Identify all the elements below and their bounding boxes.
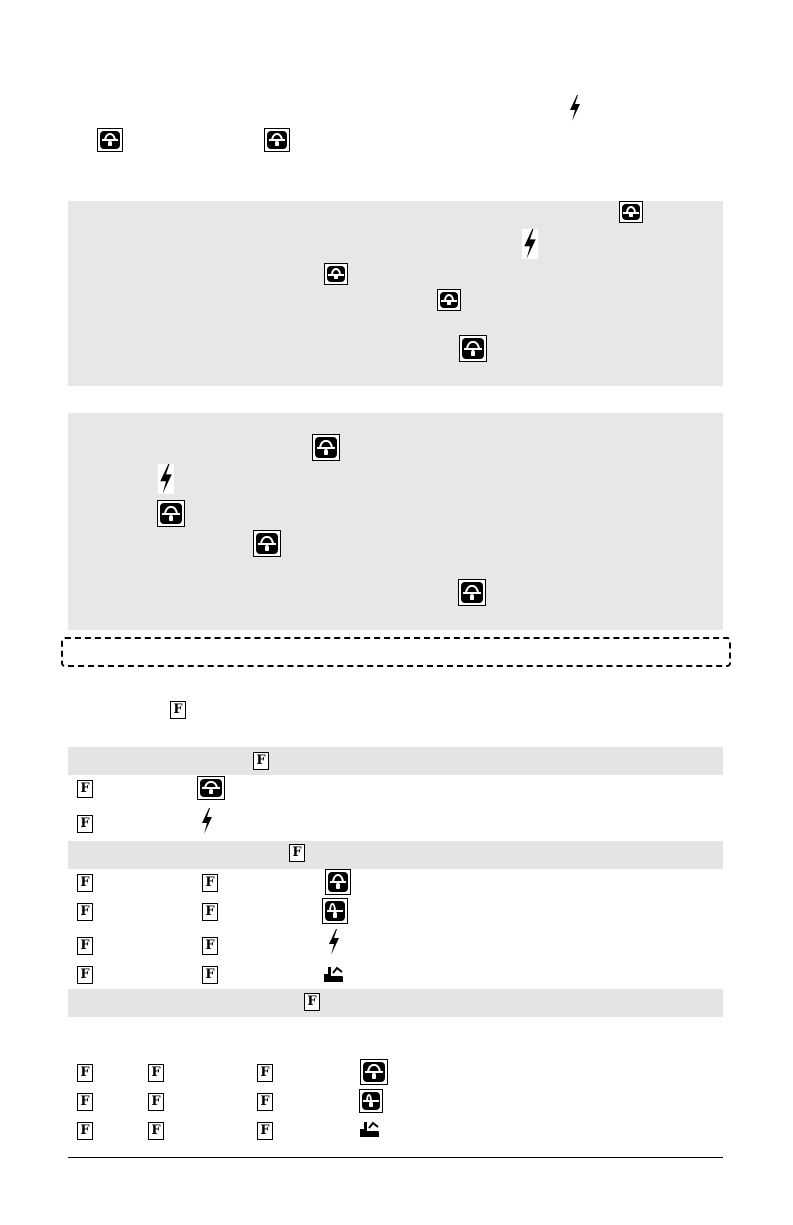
- lock-icon: [459, 335, 487, 362]
- trunk-icon: [358, 1120, 380, 1138]
- table-header-band-2: [68, 841, 723, 869]
- f-key-icon: F: [289, 844, 305, 862]
- lock-icon: [458, 579, 486, 606]
- f-key-icon: F: [202, 966, 218, 984]
- f-key-icon: F: [77, 1064, 93, 1082]
- f-key-icon: F: [202, 903, 218, 921]
- f-key-icon: F: [304, 993, 320, 1011]
- f-key-icon: F: [253, 752, 269, 770]
- lock-icon: [157, 500, 185, 527]
- lightning-icon: [522, 229, 538, 259]
- f-key-icon: F: [148, 1122, 164, 1140]
- lock-icon: [97, 128, 123, 152]
- lightning-icon: [201, 808, 213, 834]
- trunk-icon: [322, 965, 344, 983]
- footer-rule: [68, 1157, 723, 1158]
- f-key-icon: F: [77, 780, 93, 798]
- f-key-icon: F: [170, 701, 186, 719]
- f-key-icon: F: [77, 815, 93, 833]
- f-key-icon: F: [257, 1122, 273, 1140]
- lock-icon: [264, 128, 290, 152]
- note-box: [61, 637, 731, 667]
- info-panel-1: [68, 201, 723, 386]
- f-key-icon: F: [77, 966, 93, 984]
- f-key-icon: F: [257, 1064, 273, 1082]
- lock-icon: [437, 289, 461, 311]
- lightning-icon: [158, 464, 174, 494]
- lightning-icon: [328, 929, 340, 955]
- f-key-icon: F: [77, 874, 93, 892]
- f-key-icon: F: [77, 937, 93, 955]
- table-header-band-1: [68, 747, 723, 775]
- f-key-icon: F: [77, 1122, 93, 1140]
- lock-icon: [360, 1059, 388, 1085]
- f-key-icon: F: [202, 874, 218, 892]
- lock-icon: [619, 201, 643, 223]
- lock-icon: [253, 530, 281, 557]
- lock-icon: [197, 776, 225, 800]
- lightning-icon: [569, 95, 581, 121]
- table-header-band-3: [68, 989, 723, 1017]
- f-key-icon: F: [77, 903, 93, 921]
- f-key-icon: F: [148, 1064, 164, 1082]
- unlock-icon: [322, 898, 348, 924]
- f-key-icon: F: [257, 1093, 273, 1111]
- lock-icon: [325, 869, 351, 895]
- f-key-icon: F: [77, 1093, 93, 1111]
- unlock-icon: [359, 1089, 383, 1113]
- f-key-icon: F: [202, 937, 218, 955]
- lock-icon: [324, 263, 348, 285]
- lock-icon: [312, 434, 340, 461]
- f-key-icon: F: [148, 1093, 164, 1111]
